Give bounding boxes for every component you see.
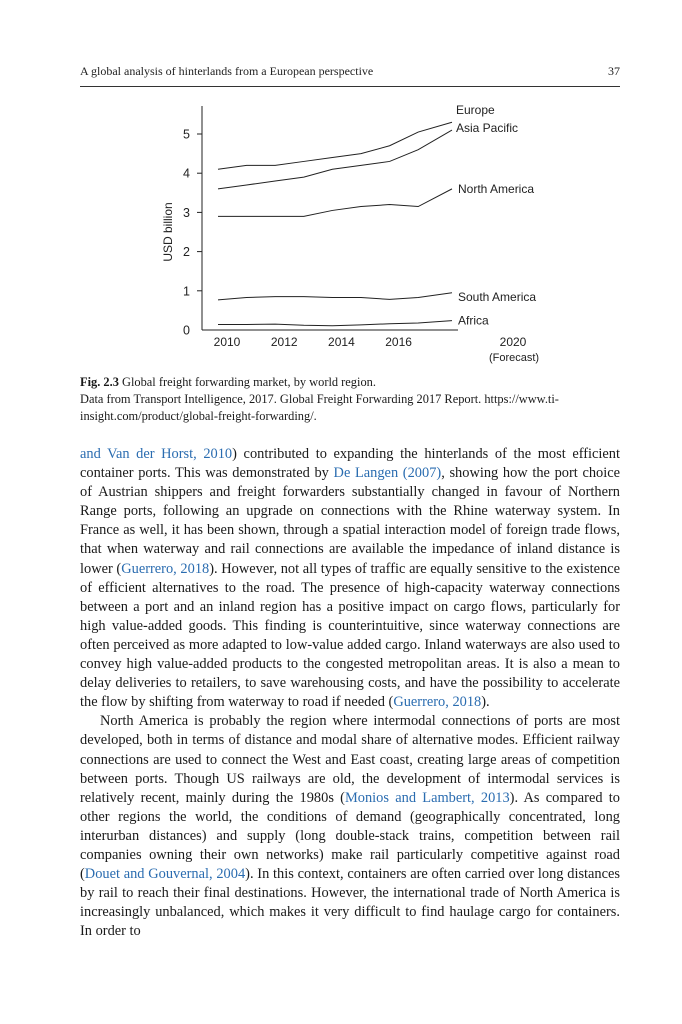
y-axis-label: USD billion <box>161 202 175 262</box>
series-line-africa <box>218 321 452 326</box>
citation-link[interactable]: Monios and Lambert, 2013 <box>344 789 510 806</box>
paragraph-text: ). <box>481 694 490 711</box>
figure-source: Data from Transport Intelligence, 2017. Global Freight Forwarding 2017 Report. https://www.ti-insight.com/product/global-freight-forwarding/. <box>80 392 559 423</box>
x-tick-label: 2014 <box>328 335 355 349</box>
series-line-asia-pacific <box>218 130 452 189</box>
paragraph-text: ). As compared to other regions the world, the conditions of demand (geographically concentrated, long interurban distances) and supply (long double-stack trains, competition between rail companies owning their own networks) make rail particularly competitive against road ( <box>80 789 620 883</box>
series-line-south-america <box>218 293 452 300</box>
y-tick-label: 5 <box>183 127 190 142</box>
series-line-europe <box>218 122 452 169</box>
x-forecast-note: (Forecast) <box>488 352 540 364</box>
paragraph-text: ). However, not all types of traffic are equally sensitive to the existence of efficient alternatives to the road. The presence of high-capacity waterway connections between a port and an inland region has a positive impact on cargo flows, particularly for high value-added goods. This finding is counterintuitive, since waterway connections are often perceived as more adapted to low-value added cargo. Inland waterways are also used to convey high value-added products to the congested metropolitan areas. It is also a mean to delay deliveries to retailers, to save warehousing costs, and have the possibility to accelerate the flow by shifting from waterway to road if needed ( <box>80 560 620 711</box>
series-label-north-america: North America <box>458 181 535 196</box>
running-head-title: A global analysis of hinterlands from a European perspective <box>80 64 374 78</box>
y-tick-label: 2 <box>183 245 190 260</box>
series-label-asia-pacific: Asia Pacific <box>456 121 519 136</box>
paragraph-text: , showing how the port choice of Austrian shippers and freight forwarders substantially changed in favour of Northern Range ports, following an upgrade on connections with the Rhine waterway system. In France as well, it has been shown, through a spatial interaction model of foreign trade flows, that when waterway and rail connections are available the impedance of inland distance is lower ( <box>80 465 620 577</box>
y-tick-label: 1 <box>183 284 190 299</box>
series-label-europe: Europe <box>456 103 495 118</box>
series-line-north-america <box>218 189 452 216</box>
paragraph <box>80 445 620 712</box>
citation-link[interactable]: Guerrero, 2018 <box>393 694 482 711</box>
figure-caption <box>80 374 622 425</box>
y-tick-label: 4 <box>183 166 190 181</box>
citation-link[interactable]: Douet and Gouvernal, 2004 <box>84 866 246 883</box>
freight-market-chart <box>0 0 682 370</box>
y-tick-label: 3 <box>183 205 190 220</box>
paragraph-text: North America is probably the region where intermodal connections of ports are most developed, both in terms of distance and modal share of alternative modes. Efficient railway connections are used to connect the West and East coast, creating large areas of competition between ports. Though US railways are old, the development of intermodal services is relatively recent, mainly during the 1980s ( <box>80 713 620 806</box>
figure-label: Fig. 2.3 <box>80 375 119 389</box>
citation-link[interactable]: Guerrero, 2018 <box>121 560 210 577</box>
series-label-africa: Africa <box>458 313 489 328</box>
citation-link[interactable]: and Van der Horst, 2010 <box>80 446 233 462</box>
y-tick-label: 0 <box>183 323 190 338</box>
x-tick-label: 2012 <box>270 335 298 349</box>
paragraph <box>80 712 620 941</box>
figure-title: Global freight forwarding market, by world region. <box>122 375 376 389</box>
page-number: 37 <box>608 64 620 78</box>
citation-link[interactable]: De Langen (2007) <box>333 465 442 482</box>
x-tick-label: 2020 <box>499 335 527 349</box>
x-tick-label: 2010 <box>213 335 241 349</box>
x-tick-label: 2016 <box>385 335 412 349</box>
series-label-south-america: South America <box>458 289 537 304</box>
paragraph-text: ) contributed to expanding the hinterlands of the most efficient container ports. This was demonstrated by <box>80 446 620 482</box>
body-text <box>80 445 620 941</box>
paragraph-text: ). In this context, containers are often carried over long distances by rail to reach their final destinations. However, the international trade of North America is increasingly unbalanced, which makes it very difficult to find haulage cargo for containers. In order to <box>80 866 621 940</box>
